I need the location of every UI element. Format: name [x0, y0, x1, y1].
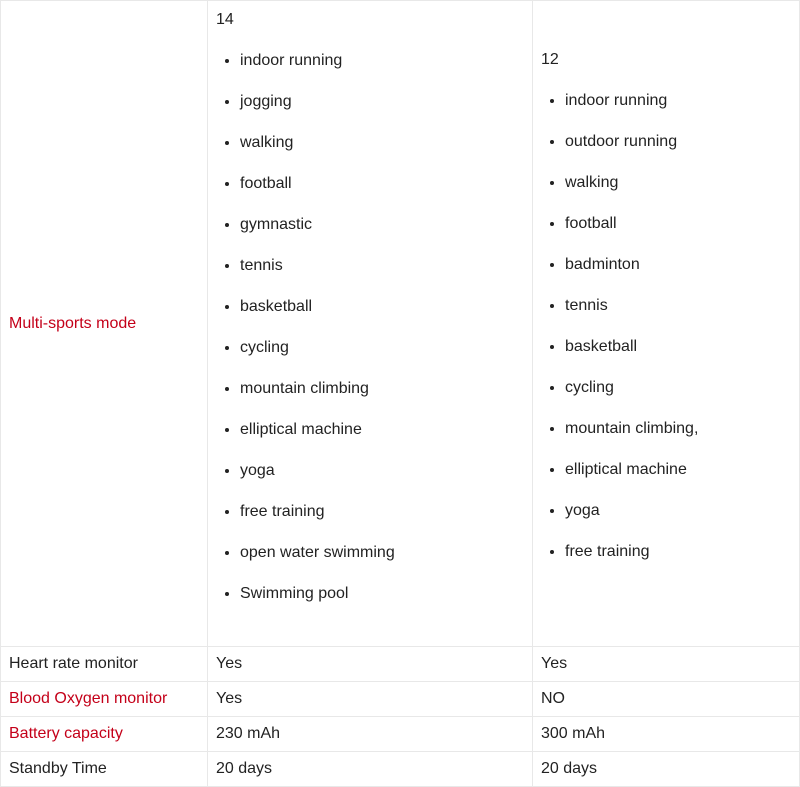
feature-label: Battery capacity	[1, 717, 208, 752]
feature-label: Heart rate monitor	[1, 647, 208, 682]
product-b-value: NO	[533, 682, 800, 717]
product-a-cell	[208, 1, 533, 647]
list-item: • indoor running	[565, 91, 791, 111]
list-item: • yoga	[240, 461, 524, 481]
product-a-value: Yes	[208, 647, 533, 682]
list-item: • Swimming pool	[240, 584, 524, 604]
list-item: • elliptical machine	[565, 460, 791, 480]
list-item: • gymnastic	[240, 215, 524, 235]
list-item: • free training	[240, 502, 524, 522]
sports-mode-list	[541, 91, 791, 562]
list-item: • mountain climbing	[240, 379, 524, 399]
sports-mode-list	[216, 51, 524, 604]
list-item: • yoga	[565, 501, 791, 521]
list-item: • walking	[565, 173, 791, 193]
list-item: • badminton	[565, 255, 791, 275]
list-item: • jogging	[240, 92, 524, 112]
list-item: • tennis	[240, 256, 524, 276]
product-b-value: 20 days	[533, 752, 800, 787]
table-row-standby	[1, 752, 800, 787]
list-item: • cycling	[565, 378, 791, 398]
list-item: • football	[240, 174, 524, 194]
list-item: • basketball	[240, 297, 524, 317]
list-item: • free training	[565, 542, 791, 562]
list-item: • cycling	[240, 338, 524, 358]
list-item: • tennis	[565, 296, 791, 316]
mode-count: 12	[541, 51, 559, 68]
mode-count: 14	[216, 11, 234, 28]
list-item: • football	[565, 214, 791, 234]
list-item: • walking	[240, 133, 524, 153]
list-item: • outdoor running	[565, 132, 791, 152]
product-b-cell	[533, 1, 800, 647]
list-item: • basketball	[565, 337, 791, 357]
feature-label: Multi-sports mode	[1, 1, 208, 647]
product-a-value: Yes	[208, 682, 533, 717]
table-row-multi-sports	[1, 1, 800, 647]
list-item: • indoor running	[240, 51, 524, 71]
list-item: • mountain climbing,	[565, 419, 791, 439]
product-a-value: 20 days	[208, 752, 533, 787]
table-row-battery	[1, 717, 800, 752]
table-row-heart-rate	[1, 647, 800, 682]
table-row-blood-oxygen	[1, 682, 800, 717]
product-a-value: 230 mAh	[208, 717, 533, 752]
list-item: • elliptical machine	[240, 420, 524, 440]
product-b-value: 300 mAh	[533, 717, 800, 752]
feature-label: Blood Oxygen monitor	[1, 682, 208, 717]
product-b-value: Yes	[533, 647, 800, 682]
list-item: • open water swimming	[240, 543, 524, 563]
feature-label: Standby Time	[1, 752, 208, 787]
